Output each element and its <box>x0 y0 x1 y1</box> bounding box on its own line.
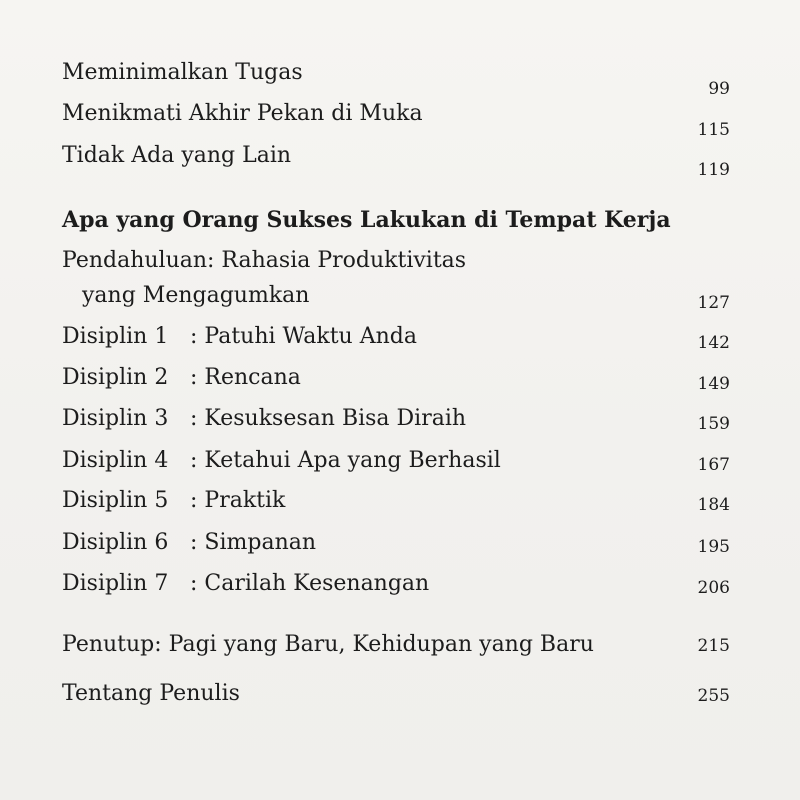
discipline-label: Disiplin 2 <box>62 365 169 390</box>
toc-page-number: 119 <box>697 160 730 180</box>
toc-page-number: 149 <box>697 374 730 394</box>
discipline-title: : Kesuksesan Bisa Diraih <box>190 406 467 431</box>
toc-page-number: 184 <box>697 495 730 515</box>
toc-page-number: 215 <box>697 636 730 656</box>
discipline-title: : Rencana <box>190 365 301 390</box>
discipline-label: Disiplin 7 <box>62 571 169 596</box>
discipline-title: : Carilah Kesenangan <box>190 571 430 596</box>
discipline-title: : Ketahui Apa yang Berhasil <box>190 448 501 473</box>
discipline-title: : Patuhi Waktu Anda <box>190 324 417 349</box>
discipline-label: Disiplin 4 <box>62 448 169 473</box>
toc-page-number: 159 <box>697 414 730 434</box>
discipline-label: Disiplin 3 <box>62 406 169 431</box>
toc-page-number: 127 <box>697 293 730 313</box>
section-heading: Apa yang Orang Sukses Lakukan di Tempat Kerja <box>62 207 671 233</box>
toc-entry-title: Penutup: Pagi yang Baru, Kehidupan yang Baru <box>62 632 594 657</box>
discipline-title: : Simpanan <box>190 530 317 555</box>
toc-page-number: 195 <box>697 537 730 557</box>
toc-page-number: 206 <box>697 578 730 598</box>
toc-entry-title: Tidak Ada yang Lain <box>62 143 292 168</box>
toc-page-number: 167 <box>697 455 730 475</box>
toc-page-number: 142 <box>697 333 730 353</box>
discipline-label: Disiplin 1 <box>62 324 169 349</box>
toc-entry-title: Tentang Penulis <box>62 681 240 706</box>
toc-entry-title: Menikmati Akhir Pekan di Muka <box>62 101 423 126</box>
toc-page-number: 115 <box>697 120 730 140</box>
toc-page-number: 99 <box>708 79 730 99</box>
intro-title-line2: yang Mengagumkan <box>82 283 310 308</box>
discipline-label: Disiplin 5 <box>62 488 169 513</box>
toc-page-number: 255 <box>697 686 730 706</box>
intro-title-line1: Pendahuluan: Rahasia Produktivitas <box>62 248 467 273</box>
discipline-title: : Praktik <box>190 488 286 513</box>
toc-entry-title: Meminimalkan Tugas <box>62 60 303 85</box>
discipline-label: Disiplin 6 <box>62 530 169 555</box>
